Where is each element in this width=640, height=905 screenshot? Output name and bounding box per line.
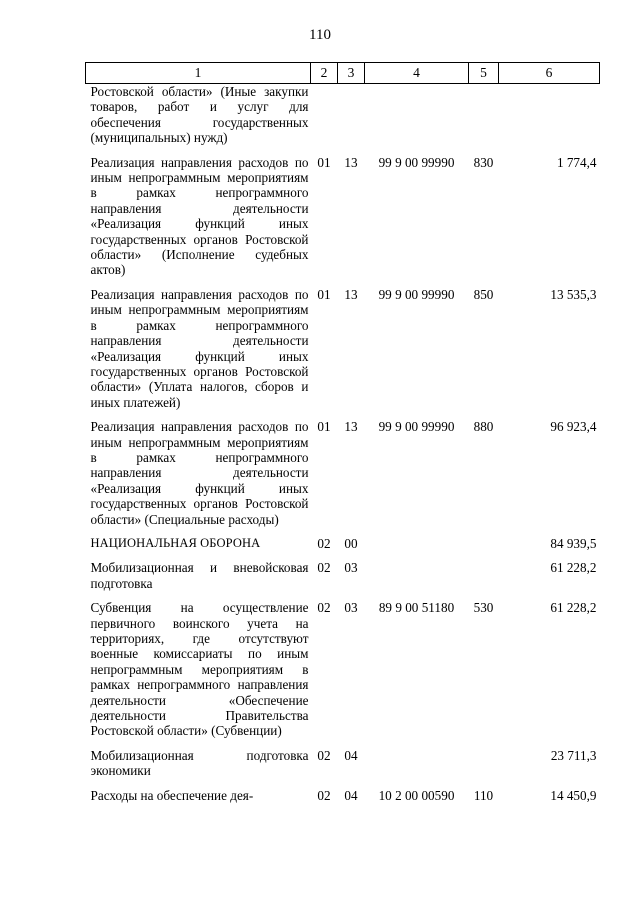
- row-amount: [499, 84, 600, 155]
- table-row: [86, 600, 600, 748]
- row-amount: 61 228,2: [550, 560, 597, 576]
- row-name: Мобилизационная подготовка экономики: [90, 747, 309, 779]
- row-amount: 1 774,4: [556, 154, 597, 170]
- row-name: Реализация направления расходов по иным непрограммным мероприятиям в рамках непрограммного направления деятельности «Реализация функций иных государственных органов Ростовской области» (Специальные расходы): [90, 419, 309, 527]
- row-subsection: 04: [344, 787, 358, 803]
- row-subsection: 03: [344, 600, 358, 616]
- row-target-code: [365, 84, 469, 155]
- row-amount: 84 939,5: [550, 535, 597, 551]
- row-name: НАЦИОНАЛЬНАЯ ОБОРОНА: [90, 535, 261, 550]
- row-section: 01: [317, 286, 331, 302]
- row-name: Ростовской области» (Иные закупки товаров, работ и услуг для обеспечения государственных (муниципальных) нужд): [90, 84, 309, 146]
- row-name: Субвенция на осуществление первичного воинского учета на территориях, где отсутствуют военные комиссариаты по иным непрограммным мероприятиям в рамках непрограммного направления деятельности «Обеспечение деятельности Правительства Ростовской области» (Субвенции): [90, 600, 309, 739]
- row-subsection: 13: [344, 154, 358, 170]
- row-expense-type: 110: [473, 787, 494, 803]
- table-row: [86, 84, 600, 155]
- row-subsection: 00: [344, 535, 358, 551]
- header-col-4: 4: [365, 63, 469, 84]
- row-subsection: 04: [344, 747, 358, 763]
- row-amount: 14 450,9: [550, 787, 597, 803]
- table-row: [86, 287, 600, 419]
- row-subsection: 13: [344, 419, 358, 435]
- row-subsection: 03: [344, 560, 358, 576]
- row-expense-type: 850: [473, 286, 494, 302]
- row-section: 02: [317, 787, 331, 803]
- row-section: 01: [317, 419, 331, 435]
- row-target-code: 99 9 00 99990: [378, 154, 455, 170]
- row-target-code: 10 2 00 00590: [378, 787, 455, 803]
- row-name: Реализация направления расходов по иным непрограммным мероприятиям в рамках непрограммного направления деятельности «Реализация функций иных государственных органов Ростовской области» (Исполнение судебных актов): [90, 154, 309, 278]
- row-section: 02: [317, 535, 331, 551]
- row-target-code: 99 9 00 99990: [378, 419, 455, 435]
- table-row: [86, 536, 600, 560]
- row-subsection: [338, 84, 365, 155]
- row-expense-type: [469, 560, 499, 600]
- row-expense-type: 530: [473, 600, 494, 616]
- row-expense-type: 880: [473, 419, 494, 435]
- page-number: 110: [309, 27, 331, 43]
- table-body: [86, 84, 600, 804]
- table-row: [86, 788, 600, 803]
- row-target-code: 99 9 00 99990: [378, 286, 455, 302]
- row-target-code: [365, 560, 469, 600]
- row-amount: 13 535,3: [550, 286, 597, 302]
- table-row: [86, 155, 600, 287]
- header-col-2: 2: [311, 63, 338, 84]
- row-name: Расходы на обеспечение дея-: [90, 787, 254, 803]
- row-amount: 23 711,3: [550, 747, 597, 763]
- table-row: [86, 560, 600, 600]
- header-col-3: 3: [338, 63, 365, 84]
- row-name: Мобилизационная и вневойсковая подготовка: [90, 560, 309, 591]
- row-expense-type: [469, 84, 499, 155]
- row-expense-type: [469, 748, 499, 788]
- header-col-1: 1: [86, 63, 311, 84]
- row-name: Реализация направления расходов по иным непрограммным мероприятиям в рамках непрограммного направления деятельности «Реализация функций иных государственных органов Ростовской области» (Уплата налогов, сборов и иных платежей): [90, 286, 309, 410]
- budget-table: [85, 62, 600, 803]
- row-section: 02: [317, 600, 331, 616]
- table-row: [86, 419, 600, 536]
- table-header: [86, 63, 600, 84]
- row-section: 01: [317, 154, 331, 170]
- row-amount: 61 228,2: [550, 600, 597, 616]
- header-col-6: 6: [499, 63, 600, 84]
- row-section: [311, 84, 338, 155]
- row-expense-type: 830: [473, 154, 494, 170]
- header-row: [86, 63, 600, 84]
- row-section: 02: [317, 747, 331, 763]
- row-target-code: [365, 748, 469, 788]
- row-section: 02: [317, 560, 331, 576]
- header-col-5: 5: [469, 63, 499, 84]
- row-target-code: [365, 536, 469, 560]
- row-subsection: 13: [344, 286, 358, 302]
- table-row: [86, 748, 600, 788]
- row-target-code: 89 9 00 51180: [378, 600, 455, 616]
- row-expense-type: [469, 536, 499, 560]
- row-amount: 96 923,4: [550, 419, 597, 435]
